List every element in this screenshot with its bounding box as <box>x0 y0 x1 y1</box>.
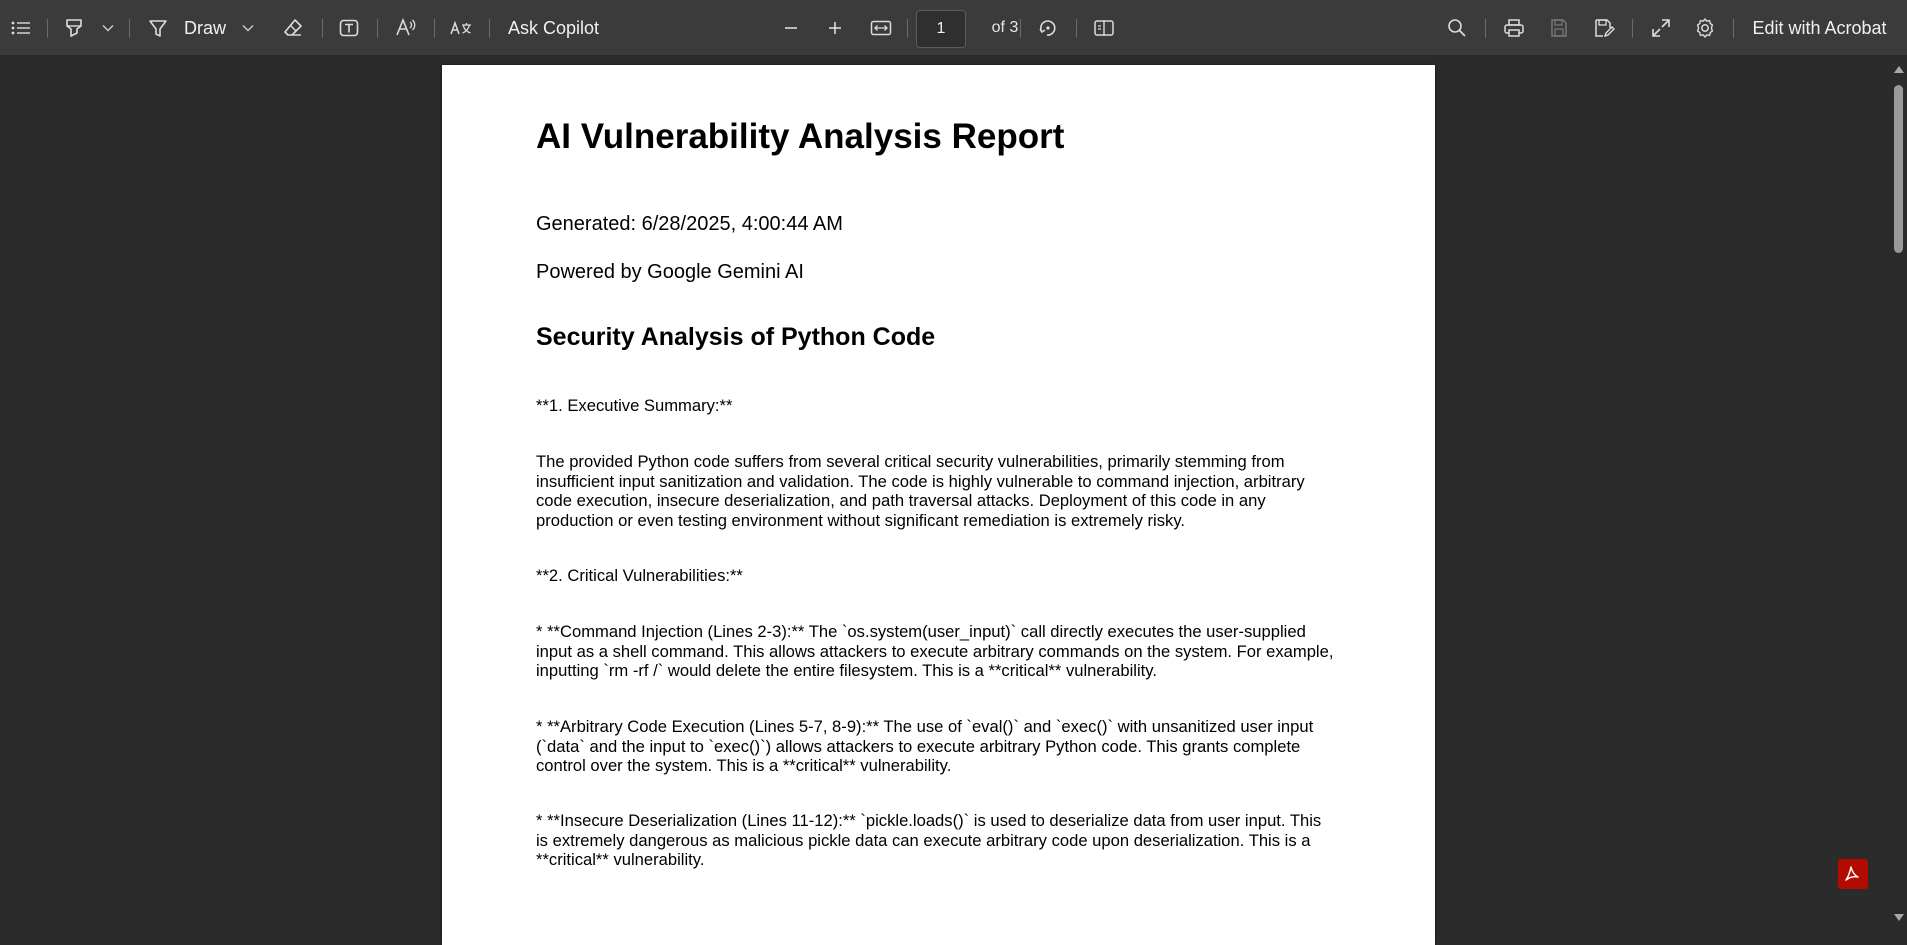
minus-icon[interactable] <box>780 0 802 56</box>
paragraph-line: inputting `rm -rf /` would delete the entire filesystem. This is a **critical** vulnerability. <box>536 661 1157 680</box>
gear-icon[interactable] <box>1692 0 1718 56</box>
highlighter-icon[interactable] <box>60 0 88 56</box>
ask-copilot-button[interactable]: Ask Copilot <box>508 17 600 38</box>
draw-chevron-down-icon[interactable] <box>238 0 258 56</box>
plus-icon[interactable] <box>824 0 846 56</box>
vulnerability-code-execution <box>536 717 1356 776</box>
page-count: of 3 <box>991 19 1019 36</box>
vertical-scrollbar[interactable] <box>1889 57 1907 925</box>
exec-summary-paragraph <box>536 452 1356 530</box>
pdf-page <box>442 65 1435 945</box>
save-icon <box>1545 0 1573 56</box>
acrobat-logo-icon[interactable] <box>1838 859 1868 889</box>
paragraph-line: * **Insecure Deserialization (Lines 11-12):** `pickle.loads()` is used to deserialize data from user input. This <box>536 811 1322 830</box>
paragraph-line: **critical** vulnerability. <box>536 850 705 869</box>
scrollbar-thumb[interactable] <box>1894 85 1903 253</box>
toolbar-divider <box>129 19 130 38</box>
paragraph-line: * **Arbitrary Code Execution (Lines 5-7, 8-9):** The use of `eval()` and `exec()` with unsanitized user input <box>536 717 1314 736</box>
toolbar-divider <box>1485 19 1486 38</box>
toolbar-divider <box>322 19 323 38</box>
fit-width-icon[interactable] <box>868 0 894 56</box>
section-heading: Security Analysis of Python Code <box>536 323 936 351</box>
document-title: AI Vulnerability Analysis Report <box>536 117 1065 156</box>
toolbar-divider <box>1020 19 1021 38</box>
pdf-toolbar <box>0 0 1907 56</box>
toolbar-divider <box>1632 19 1633 38</box>
exec-summary-heading: **1. Executive Summary:** <box>536 396 733 415</box>
document-viewer <box>0 57 1907 925</box>
text-box-icon[interactable] <box>336 0 362 56</box>
print-icon[interactable] <box>1500 0 1528 56</box>
save-as-icon[interactable] <box>1590 0 1618 56</box>
vulnerability-command-injection <box>536 622 1356 681</box>
search-icon[interactable] <box>1444 0 1470 56</box>
paragraph-line: code execution, insecure deserialization, and path traversal attacks. Deployment of this code in any <box>536 491 1266 510</box>
list-icon[interactable] <box>8 0 34 56</box>
read-aloud-icon[interactable] <box>393 0 419 56</box>
paragraph-line: The provided Python code suffers from several critical security vulnerabilities, primarily stemming from <box>536 452 1285 471</box>
paragraph-line: (`data` and the input to `exec()`) allows attackers to execute arbitrary Python code. This grants complete <box>536 736 1301 756</box>
paragraph-line: input as a shell command. This allows attackers to execute arbitrary commands on the system. For example, <box>536 641 1334 661</box>
pen-icon[interactable] <box>144 0 172 56</box>
scroll-up-arrow-icon[interactable] <box>1894 66 1904 73</box>
page-view-icon[interactable] <box>1091 0 1117 56</box>
highlight-chevron-down-icon[interactable] <box>98 0 118 56</box>
edit-with-acrobat-button[interactable]: Edit with Acrobat <box>1752 17 1887 38</box>
translate-icon[interactable] <box>447 0 475 56</box>
toolbar-divider <box>1733 19 1734 38</box>
paragraph-line: insufficient input sanitization and validation. The code is highly vulnerable to command injection, arbitrary <box>536 471 1305 491</box>
paragraph-line: is extremely dangerous as malicious pickle data can execute arbitrary code upon deserialization. This is a <box>536 830 1311 850</box>
page-number-input[interactable]: 1 <box>916 10 966 48</box>
toolbar-divider <box>434 19 435 38</box>
vulnerability-deserialization <box>536 811 1356 870</box>
paragraph-line: control over the system. This is a **critical** vulnerability. <box>536 756 952 775</box>
paragraph-line: * **Command Injection (Lines 2-3):** The `os.system(user_input)` call directly executes the user-supplied <box>536 622 1306 641</box>
toolbar-divider <box>489 19 490 38</box>
critical-vulnerabilities-heading: **2. Critical Vulnerabilities:** <box>536 566 743 585</box>
toolbar-divider <box>47 19 48 38</box>
eraser-icon[interactable] <box>280 0 306 56</box>
expand-icon[interactable] <box>1648 0 1674 56</box>
scroll-down-arrow-icon[interactable] <box>1894 914 1904 921</box>
powered-by-text: Powered by Google Gemini AI <box>536 261 804 283</box>
toolbar-divider <box>377 19 378 38</box>
toolbar-divider <box>907 19 908 38</box>
paragraph-line: production or even testing environment without significant remediation is extremely risky. <box>536 510 1185 530</box>
rotate-icon[interactable] <box>1035 0 1061 56</box>
draw-label[interactable]: Draw <box>183 17 226 38</box>
generated-timestamp: Generated: 6/28/2025, 4:00:44 AM <box>536 213 843 235</box>
toolbar-divider <box>1076 19 1077 38</box>
